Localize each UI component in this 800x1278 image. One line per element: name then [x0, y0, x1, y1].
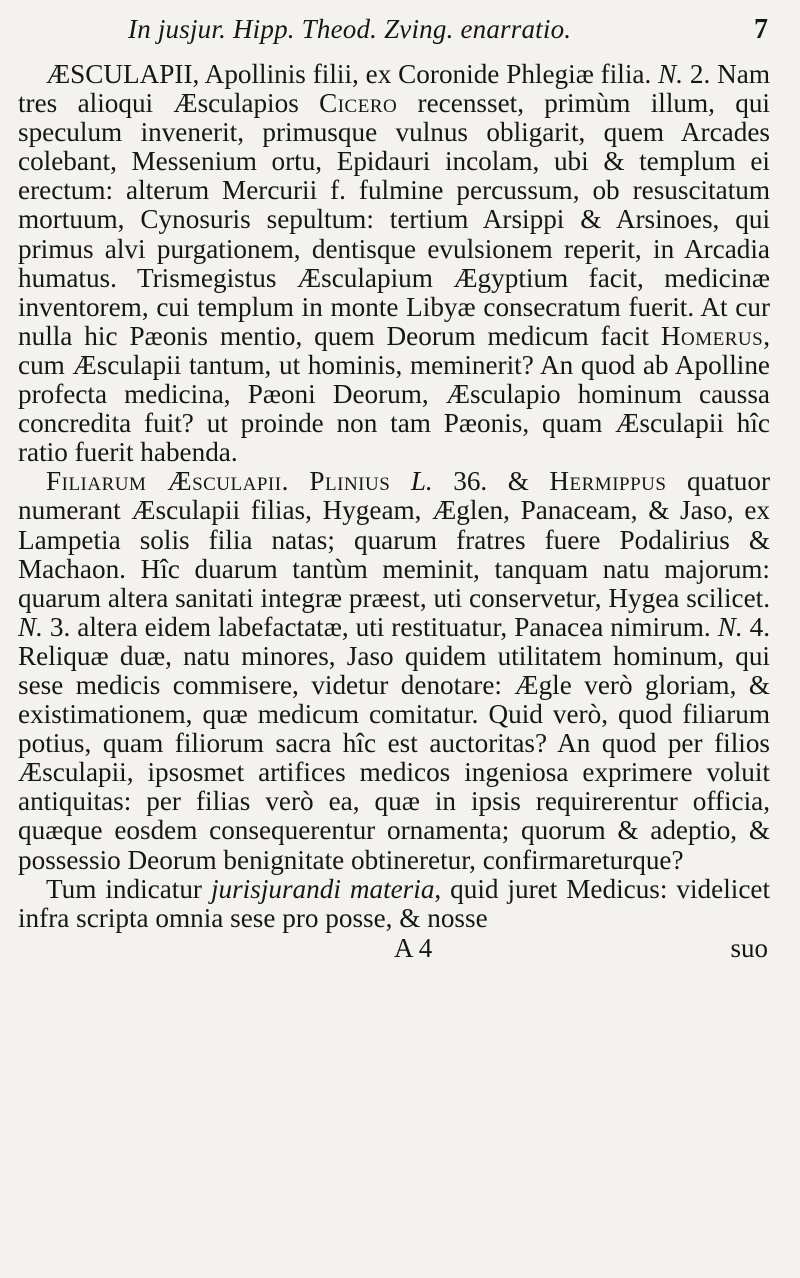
text-segment: Homerus — [660, 320, 764, 351]
text-segment: N. — [658, 59, 684, 89]
text-segment: , quid juret Medicus: videlicet infra scripta omnia sese pro posse, & nosse — [18, 873, 771, 933]
text-segment: jurisjurandi materia — [210, 873, 435, 904]
text-segment: 36. & — [432, 466, 550, 497]
text-segment: L. — [410, 466, 433, 497]
text-segment: Plinius — [309, 466, 391, 497]
paragraph — [18, 875, 770, 933]
text-segment: N. — [18, 611, 43, 642]
running-head: In jusjur. Hipp. Theod. Zving. enarratio. — [128, 14, 572, 44]
catchword: suo — [730, 932, 768, 963]
page-footer — [18, 933, 770, 965]
body-text — [18, 60, 770, 933]
text-segment: recensset, primùm illum, qui speculum invenerit, primusque vulnus obligarit, quem Arcades colebant, Messenium ortu, Epidauri incolam, ubi & templum ei erectum: alterum Mercurii f. fulmine percussum, ob resuscitatum mortuum, Cynosuris sepultum: tertium Arsippi & Arsinoes, qui primus alvi purgationem, dentisque evulsionem reperit, in Arcadia humatus. Trismegistus Æsculapium Ægyptium facit, medicinæ inventorem, cui templum in monte Libyæ consecratum fuerit. At cur nulla hic Pæonis mentio, quem Deorum medicum facit — [18, 88, 770, 351]
text-segment: N. — [717, 611, 743, 642]
text-segment — [289, 466, 310, 496]
page-header — [18, 14, 770, 50]
text-segment: Tum indicatur — [46, 873, 211, 904]
text-segment: quatuor numerant Æsculapii filias, Hygeam, Æglen, Panaceam, & Jaso, ex Lampetia solis filia natas; quarum fratres fuere Podalirius & Machaon. Hîc duarum tantùm meminit, tanquam natu majorum: quarum altera sanitati integræ præest, uti conservetur, Hygea scilicet. — [18, 466, 771, 613]
text-segment: Filiarum Æsculapii. — [46, 466, 289, 497]
text-segment — [390, 466, 411, 496]
paragraph — [18, 467, 770, 874]
text-segment: , cum Æsculapii tantum, ut hominis, meminerit? An quod ab Apolline profecta medicina, Pæoni Deorum, Æsculapio hominum caussa concredita fuit? ut proinde non tam Pæonis, quam Æsculapii hîc ratio fuerit habenda. — [18, 320, 770, 468]
text-segment: 4. Reliquæ duæ, natu minores, Jaso quidem utilitatem hominum, qui sese medicis commisere, videtur denotare: Ægle verò gloriam, & existimationem, quæ medicum comitatur. Quid verò, quod filiarum potius, quam filiorum sacra hîc est auctoritas? An quod per filios Æsculapii, ipsosmet artifices medicos ingeniosa exprimere voluit antiquitas: per filias verò ea, quæ in ipsis requirerentur officia, quæque eosdem consequerentur ornamenta; quorum & adeptio, & possessio Deorum benignitate obtineretur, confirmareturque? — [18, 611, 770, 875]
signature-mark: A 4 — [394, 932, 433, 963]
page-number: 7 — [754, 14, 768, 45]
paragraph — [18, 60, 770, 467]
text-segment: 2. Nam tres alioqui Æsculapios — [18, 59, 770, 119]
text-segment: ÆSCULAPII, Apollinis filii, ex Coronide Phlegiæ filia. — [46, 59, 659, 89]
text-segment: Cicero — [319, 88, 398, 119]
text-segment: 3. altera eidem labefactatæ, uti restituatur, Panacea nimirum. — [42, 611, 718, 642]
text-segment: Hermippus — [549, 466, 667, 497]
